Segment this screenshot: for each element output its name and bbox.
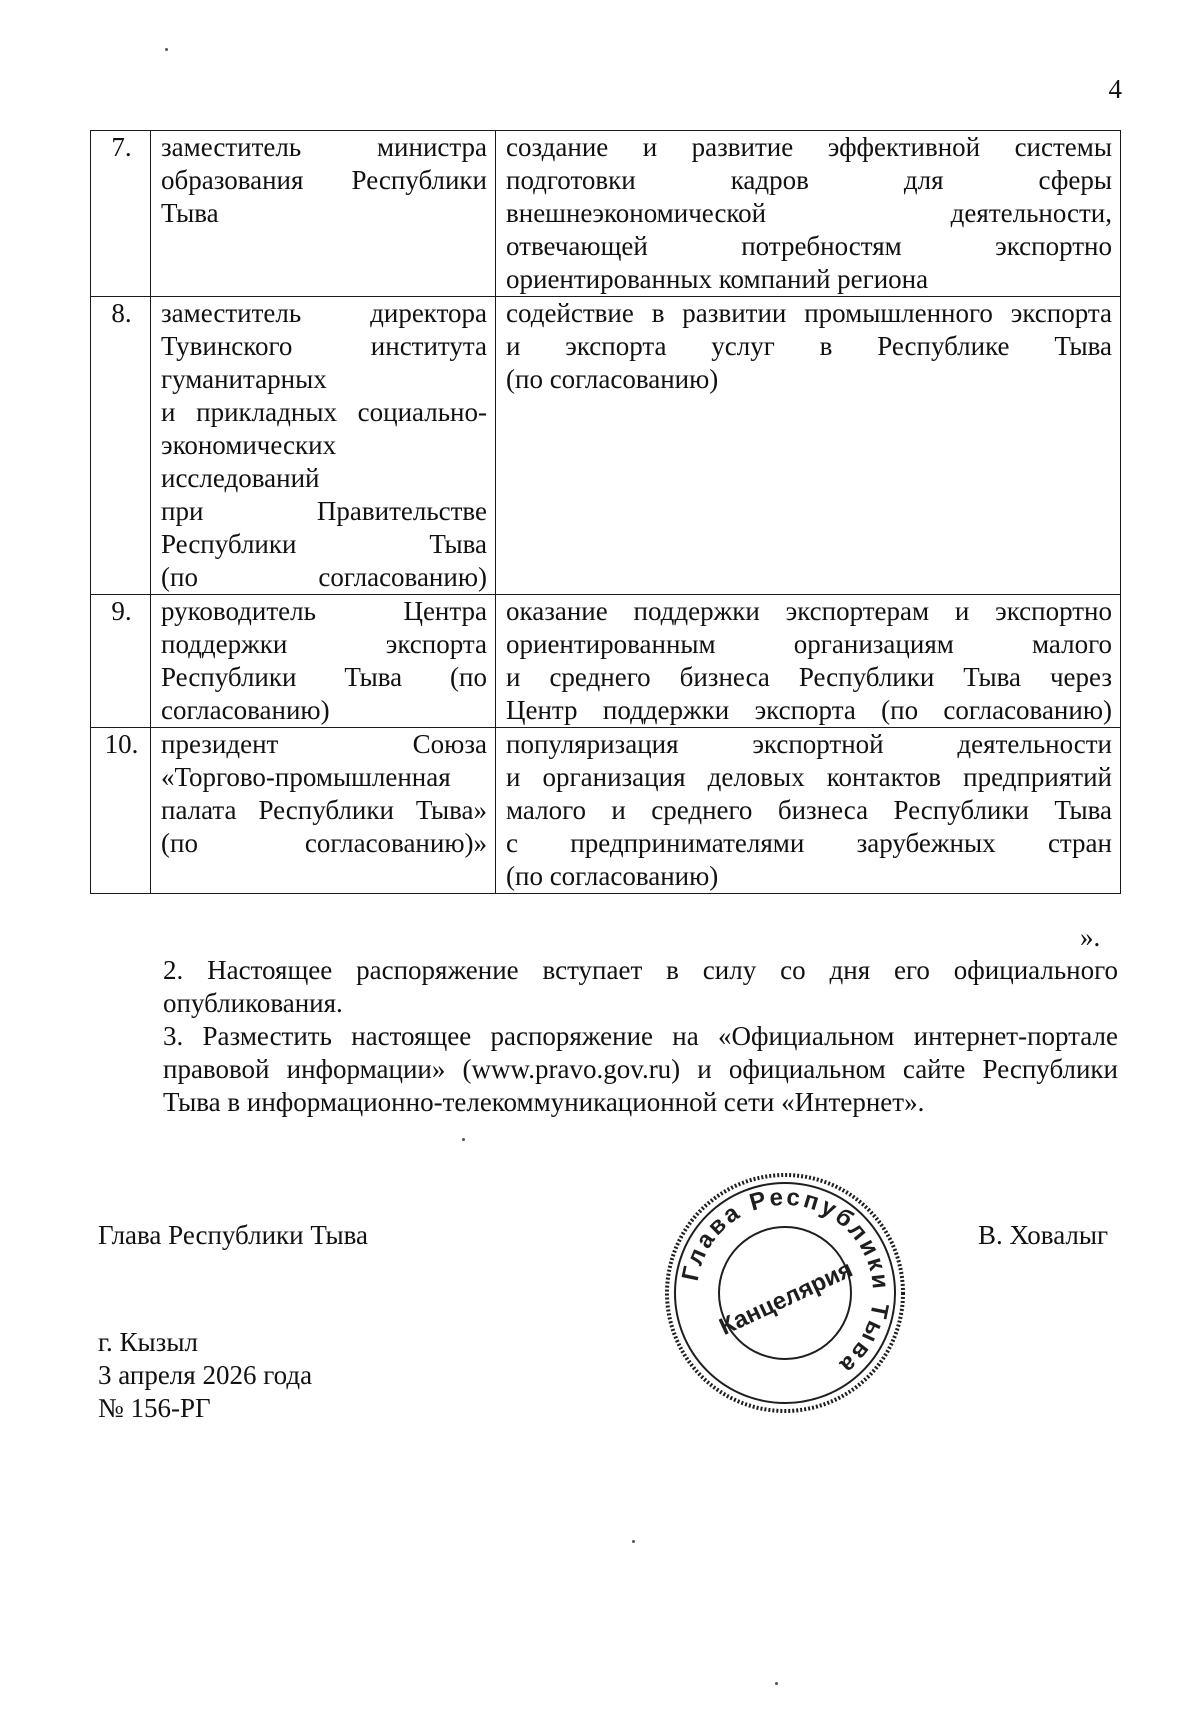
position-line: (по согласованию)» <box>161 828 487 858</box>
position-cell <box>151 595 496 728</box>
paragraph-2 <box>98 954 1118 1020</box>
table-row <box>91 728 1121 894</box>
position-line: и прикладных социально- <box>161 397 487 427</box>
task-line: (по согласованию) <box>506 364 719 394</box>
position-cell <box>151 297 496 595</box>
position-line: президент Союза <box>161 729 487 759</box>
task-line: популяризация экспортной деятельности <box>506 729 1112 759</box>
table-row <box>91 297 1121 595</box>
task-cell <box>496 595 1121 728</box>
position-line: экономических <box>161 430 337 460</box>
official-stamp <box>660 1168 910 1418</box>
position-line: Тувинского института <box>161 331 487 361</box>
position-line: поддержки экспорта <box>161 629 487 659</box>
position-line: палата Республики Тыва» <box>161 795 487 825</box>
position-line: заместитель министра <box>161 132 487 162</box>
signatory-name: В. Ховалыг <box>978 1220 1109 1250</box>
row-number: 9. <box>91 595 151 728</box>
position-line: гуманитарных <box>161 364 327 394</box>
closing-quote: ». <box>1080 922 1101 952</box>
position-line: «Торгово-промышленная <box>161 762 451 792</box>
position-line: согласованию) <box>161 695 330 725</box>
scan-speck <box>775 1682 778 1685</box>
page-number: 4 <box>1108 74 1122 104</box>
task-line: и организация деловых контактов предприятий <box>506 762 1112 792</box>
task-cell <box>496 728 1121 894</box>
position-line: исследований <box>161 463 320 493</box>
position-line: при Правительстве <box>161 496 487 526</box>
task-line: и среднего бизнеса Республики Тыва через <box>506 662 1112 692</box>
task-cell <box>496 131 1121 297</box>
position-line: руководитель Центра <box>161 596 487 626</box>
signatory-title: Глава Республики Тыва <box>98 1220 369 1250</box>
position-line: заместитель директора <box>161 298 487 328</box>
task-line: внешнеэкономической деятельности, <box>506 198 1112 228</box>
scan-speck <box>462 1138 465 1141</box>
paragraph-3-text: 3. Разместить настоящее распоряжение на «Официальном интернет-портале правовой информации» (www.pravo.gov.ru) и официальном сайте Республики Тыва в информационно-телекоммуникационной сети «Интернет». <box>163 1021 1118 1117</box>
stamp-ring-text: Глава Республики Тыва <box>676 1183 895 1381</box>
task-line: с предпринимателями зарубежных стран <box>506 828 1112 858</box>
row-number: 10. <box>91 728 151 894</box>
row-number: 8. <box>91 297 151 595</box>
paragraph-3 <box>98 1020 1118 1119</box>
stamp-center-text: Канцелярия <box>715 1255 857 1341</box>
responsibility-table <box>90 130 1121 894</box>
task-line: содействие в развитии промышленного экспорта <box>506 298 1112 328</box>
task-line: ориентированных компаний региона <box>506 264 929 294</box>
task-line: (по согласованию) <box>506 861 719 891</box>
position-line: Тыва <box>161 198 219 228</box>
task-line: ориентированным организациям малого <box>506 629 1112 659</box>
position-line: образования Республики <box>161 165 487 195</box>
document-number: № 156-РГ <box>98 1393 211 1423</box>
task-line: оказание поддержки экспортерам и экспортно <box>506 596 1112 626</box>
task-line: и экспорта услуг в Республике Тыва <box>506 331 1112 361</box>
place: г. Кызыл <box>98 1327 198 1357</box>
task-line: создание и развитие эффективной системы <box>506 132 1112 162</box>
task-cell <box>496 297 1121 595</box>
scan-speck <box>165 48 168 51</box>
position-line: (по согласованию) <box>161 562 487 592</box>
paragraph-2-text: 2. Настоящее распоряжение вступает в силу со дня его официального опубликования. <box>163 955 1118 1018</box>
document-details <box>98 1326 312 1425</box>
task-line: малого и среднего бизнеса Республики Тыва <box>506 795 1112 825</box>
row-number: 7. <box>91 131 151 297</box>
task-line: подготовки кадров для сферы <box>506 165 1112 195</box>
position-cell <box>151 728 496 894</box>
task-line: отвечающей потребностям экспортно <box>506 231 1112 261</box>
table-row <box>91 595 1121 728</box>
task-line: Центр поддержки экспорта (по согласованию) <box>506 695 1112 725</box>
position-line: Республики Тыва <box>161 529 487 559</box>
date: 3 апреля 2026 года <box>98 1360 313 1390</box>
scan-speck <box>632 1540 635 1543</box>
position-line: Республики Тыва (по <box>161 662 487 692</box>
table-row <box>91 131 1121 297</box>
position-cell <box>151 131 496 297</box>
